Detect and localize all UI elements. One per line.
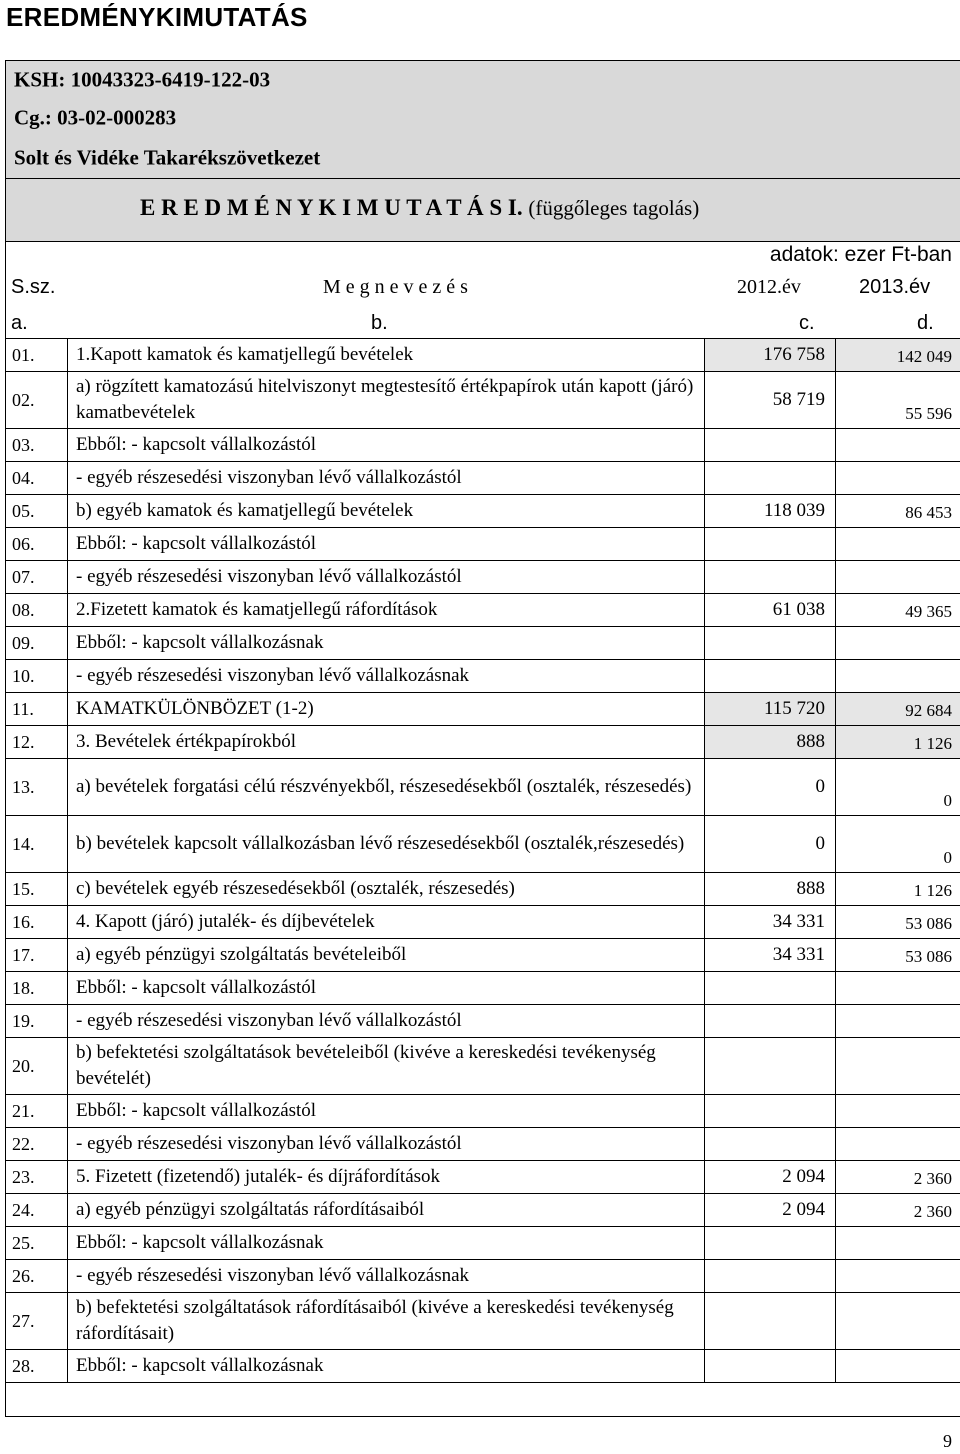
- value-2013: 1 126: [836, 726, 960, 759]
- row-label: a) bevételek forgatási célú részvényekből, részesedésekből (osztalék, részesedés): [68, 759, 705, 816]
- col-header-name: M e g n e v e z é s: [323, 276, 468, 298]
- value-2013: [836, 1350, 960, 1383]
- value-2012: 34 331: [705, 939, 836, 972]
- row-number: 28.: [6, 1350, 68, 1383]
- value-2012: [705, 627, 836, 660]
- table-row: [6, 1005, 960, 1038]
- row-number: 04.: [6, 462, 68, 495]
- row-label: Ebből: - kapcsolt vállalkozástól: [68, 528, 705, 561]
- row-number: 13.: [6, 759, 68, 816]
- row-label: c) bevételek egyéb részesedésekből (osztalék, részesedés): [68, 873, 705, 906]
- row-number: 24.: [6, 1194, 68, 1227]
- value-2013: 53 086: [836, 906, 960, 939]
- row-label: 3. Bevételek értékpapírokból: [68, 726, 705, 759]
- cg-number: Cg.: 03-02-000283: [5, 98, 960, 138]
- row-number: 20.: [6, 1038, 68, 1095]
- value-2013: [836, 462, 960, 495]
- value-2013: 92 684: [836, 693, 960, 726]
- value-2013: [836, 528, 960, 561]
- col-header-2012: 2012.év: [737, 276, 801, 298]
- table-row: [6, 1293, 960, 1350]
- value-2013: 1 126: [836, 873, 960, 906]
- value-2012: 58 719: [705, 372, 836, 429]
- table-row: [6, 1194, 960, 1227]
- table-row: [6, 1161, 960, 1194]
- row-label: KAMATKÜLÖNBÖZET (1-2): [68, 693, 705, 726]
- table-row: [6, 1350, 960, 1383]
- row-label: - egyéb részesedési viszonyban lévő vállalkozástól: [68, 1128, 705, 1161]
- table-row: [6, 726, 960, 759]
- row-label: b) bevételek kapcsolt vállalkozásban lévő részesedésekből (osztalék,részesedés): [68, 816, 705, 873]
- row-label: b) befektetési szolgáltatások bevételeiből (kivéve a kereskedési tevékenység bevételét): [68, 1038, 705, 1095]
- income-statement-table: [5, 338, 960, 1383]
- value-2013: [836, 627, 960, 660]
- value-2012: 2 094: [705, 1161, 836, 1194]
- row-number: 01.: [6, 339, 68, 372]
- table-row: [6, 972, 960, 1005]
- company-name: Solt és Vidéke Takarékszövetkezet: [5, 138, 960, 178]
- row-number: 17.: [6, 939, 68, 972]
- value-2012: 34 331: [705, 906, 836, 939]
- value-2012: [705, 1350, 836, 1383]
- row-number: 15.: [6, 873, 68, 906]
- value-2013: 0: [836, 816, 960, 873]
- row-number: 02.: [6, 372, 68, 429]
- row-number: 14.: [6, 816, 68, 873]
- value-2013: [836, 1227, 960, 1260]
- table-row: [6, 693, 960, 726]
- table-row: [6, 906, 960, 939]
- row-number: 08.: [6, 594, 68, 627]
- value-2013: 49 365: [836, 594, 960, 627]
- row-number: 26.: [6, 1260, 68, 1293]
- row-label: Ebből: - kapcsolt vállalkozásnak: [68, 1227, 705, 1260]
- value-2012: [705, 1038, 836, 1095]
- row-label: 1.Kapott kamatok és kamatjellegű bevételek: [68, 339, 705, 372]
- table-row: [6, 627, 960, 660]
- table-row: [6, 1038, 960, 1095]
- table-row: [6, 429, 960, 462]
- value-2013: 86 453: [836, 495, 960, 528]
- col-header-2013: 2013.év: [859, 276, 931, 298]
- table-row: [6, 1128, 960, 1161]
- statement-subtitle: (függőleges tagolás): [528, 196, 700, 220]
- row-label: a) egyéb pénzügyi szolgáltatás ráfordításaiból: [68, 1194, 705, 1227]
- row-label: Ebből: - kapcsolt vállalkozásnak: [68, 627, 705, 660]
- col-letter-b: b.: [371, 312, 388, 334]
- value-2013: [836, 561, 960, 594]
- value-2013: [836, 660, 960, 693]
- row-number: 07.: [6, 561, 68, 594]
- row-number: 12.: [6, 726, 68, 759]
- table-row: [6, 1095, 960, 1128]
- page-number: 9: [943, 1431, 952, 1451]
- row-number: 23.: [6, 1161, 68, 1194]
- row-number: 19.: [6, 1005, 68, 1038]
- row-label: a) rögzített kamatozású hitelviszonyt megtestesítő értékpapírok után kapott (járó) kamatbevételek: [68, 372, 705, 429]
- row-number: 05.: [6, 495, 68, 528]
- value-2012: 2 094: [705, 1194, 836, 1227]
- row-number: 21.: [6, 1095, 68, 1128]
- row-number: 18.: [6, 972, 68, 1005]
- value-2012: 0: [705, 759, 836, 816]
- value-2012: [705, 1005, 836, 1038]
- row-label: - egyéb részesedési viszonyban lévő vállalkozástól: [68, 462, 705, 495]
- value-2012: [705, 462, 836, 495]
- value-2012: 176 758: [705, 339, 836, 372]
- row-label: - egyéb részesedési viszonyban lévő vállalkozásnak: [68, 1260, 705, 1293]
- table-row: [6, 495, 960, 528]
- document-title: EREDMÉNYKIMUTATÁS: [6, 2, 308, 32]
- value-2012: 888: [705, 726, 836, 759]
- value-2013: [836, 972, 960, 1005]
- row-label: 5. Fizetett (fizetendő) jutalék- és díjráfordítások: [68, 1161, 705, 1194]
- value-2012: [705, 1227, 836, 1260]
- row-label: b) egyéb kamatok és kamatjellegű bevételek: [68, 495, 705, 528]
- row-number: 27.: [6, 1293, 68, 1350]
- col-letter-a: a.: [11, 312, 28, 334]
- table-row: [6, 939, 960, 972]
- value-2012: 888: [705, 873, 836, 906]
- row-label: - egyéb részesedési viszonyban lévő vállalkozásnak: [68, 660, 705, 693]
- value-2012: [705, 1260, 836, 1293]
- row-label: Ebből: - kapcsolt vállalkozástól: [68, 972, 705, 1005]
- row-label: Ebből: - kapcsolt vállalkozástól: [68, 1095, 705, 1128]
- value-2013: 142 049: [836, 339, 960, 372]
- row-number: 16.: [6, 906, 68, 939]
- table-row: [6, 528, 960, 561]
- table-row: [6, 561, 960, 594]
- value-2012: [705, 429, 836, 462]
- value-2012: 115 720: [705, 693, 836, 726]
- ksh-number: KSH: 10043323-6419-122-03: [5, 60, 960, 98]
- row-label: 2.Fizetett kamatok és kamatjellegű ráfordítások: [68, 594, 705, 627]
- row-number: 11.: [6, 693, 68, 726]
- col-letter-c: c.: [799, 312, 815, 334]
- value-2013: [836, 1038, 960, 1095]
- row-label: - egyéb részesedési viszonyban lévő vállalkozástól: [68, 561, 705, 594]
- value-2012: [705, 1128, 836, 1161]
- statement-title: E R E D M É N Y K I M U T A T Á S I. (függőleges tagolás): [5, 178, 960, 242]
- table-row: [6, 873, 960, 906]
- table-row: [6, 339, 960, 372]
- value-2012: [705, 561, 836, 594]
- row-number: 09.: [6, 627, 68, 660]
- row-number: 25.: [6, 1227, 68, 1260]
- table-row: [6, 462, 960, 495]
- value-2013: [836, 1005, 960, 1038]
- value-2012: [705, 972, 836, 1005]
- value-2013: 2 360: [836, 1194, 960, 1227]
- value-2013: [836, 1128, 960, 1161]
- value-2013: 53 086: [836, 939, 960, 972]
- value-2013: 55 596: [836, 372, 960, 429]
- row-number: 22.: [6, 1128, 68, 1161]
- table-row: [6, 759, 960, 816]
- table-row: [6, 594, 960, 627]
- value-2013: 2 360: [836, 1161, 960, 1194]
- value-2012: [705, 660, 836, 693]
- row-label: Ebből: - kapcsolt vállalkozástól: [68, 429, 705, 462]
- value-2012: 0: [705, 816, 836, 873]
- value-2013: [836, 1260, 960, 1293]
- table-row: [6, 816, 960, 873]
- value-2012: [705, 1293, 836, 1350]
- value-2012: [705, 528, 836, 561]
- table-row: [6, 1260, 960, 1293]
- row-number: 10.: [6, 660, 68, 693]
- value-2013: [836, 1095, 960, 1128]
- row-number: 06.: [6, 528, 68, 561]
- col-header-num: S.sz.: [11, 276, 56, 298]
- table-row: [6, 660, 960, 693]
- unit-note: adatok: ezer Ft-ban: [769, 243, 952, 266]
- value-2013: 0: [836, 759, 960, 816]
- value-2012: 118 039: [705, 495, 836, 528]
- table-row: [6, 1227, 960, 1260]
- value-2013: [836, 1293, 960, 1350]
- value-2012: 61 038: [705, 594, 836, 627]
- col-letter-d: d.: [917, 312, 934, 334]
- row-label: - egyéb részesedési viszonyban lévő vállalkozástól: [68, 1005, 705, 1038]
- table-row: [6, 372, 960, 429]
- value-2013: [836, 429, 960, 462]
- row-number: 03.: [6, 429, 68, 462]
- value-2012: [705, 1095, 836, 1128]
- row-label: Ebből: - kapcsolt vállalkozásnak: [68, 1350, 705, 1383]
- row-label: a) egyéb pénzügyi szolgáltatás bevételeiből: [68, 939, 705, 972]
- row-label: b) befektetési szolgáltatások ráfordításaiból (kivéve a kereskedési tevékenység ráfordításait): [68, 1293, 705, 1350]
- row-label: 4. Kapott (járó) jutalék- és díjbevételek: [68, 906, 705, 939]
